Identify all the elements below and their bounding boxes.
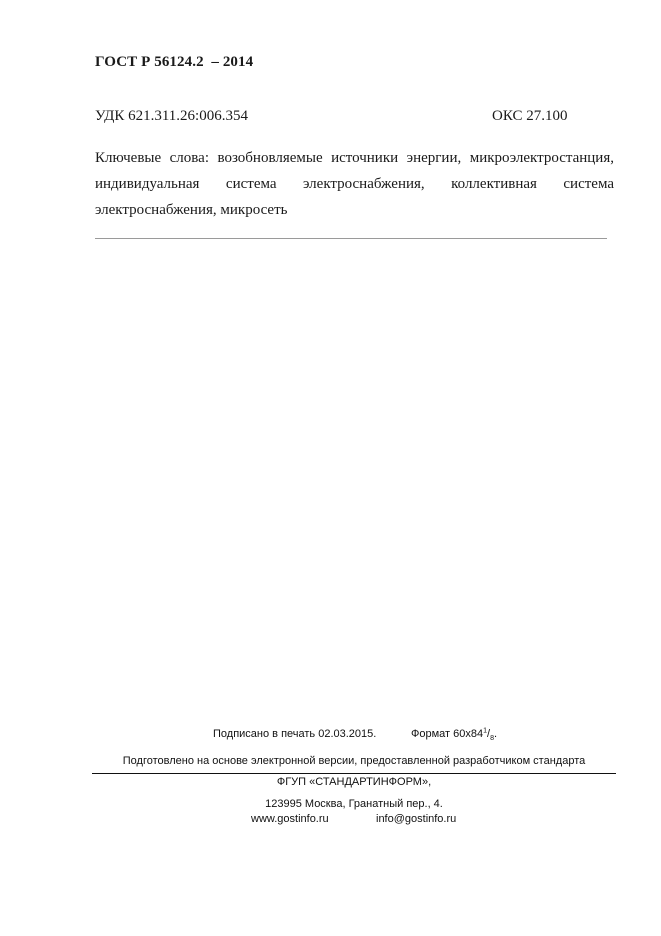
format-numerator: 1 bbox=[483, 727, 488, 735]
signed-to-print: Подписано в печать 02.03.2015. bbox=[213, 728, 377, 740]
publisher-email: info@gostinfo.ru bbox=[376, 813, 457, 825]
udk-code: УДК 621.311.26:006.354 bbox=[95, 108, 248, 124]
format-prefix: Формат 60х84 bbox=[411, 728, 484, 740]
standard-designation: ГОСТ Р 56124.2 – 2014 bbox=[95, 54, 254, 70]
publisher-website: www.gostinfo.ru bbox=[251, 813, 329, 825]
format-suffix: . bbox=[493, 728, 498, 740]
oks-code: ОКС 27.100 bbox=[492, 108, 568, 124]
imprint-divider bbox=[92, 773, 616, 774]
print-format bbox=[411, 727, 498, 743]
prepared-note: Подготовлено на основе электронной версии, предоставленной разработчиком стандарта bbox=[122, 755, 586, 767]
publisher-address: 123995 Москва, Гранатный пер., 4. bbox=[265, 798, 443, 810]
publisher-name: ФГУП «СТАНДАРТИНФОРМ», bbox=[276, 776, 432, 788]
format-denominator: 8 bbox=[490, 735, 494, 743]
format-slash: / bbox=[487, 728, 491, 740]
section-divider bbox=[95, 238, 607, 239]
keywords-paragraph: Ключевые слова: возобновляемые источники энергии, микроэлектростанция, индивидуальная система электроснабжения, коллективная система электроснабжения, микросеть bbox=[95, 150, 614, 218]
